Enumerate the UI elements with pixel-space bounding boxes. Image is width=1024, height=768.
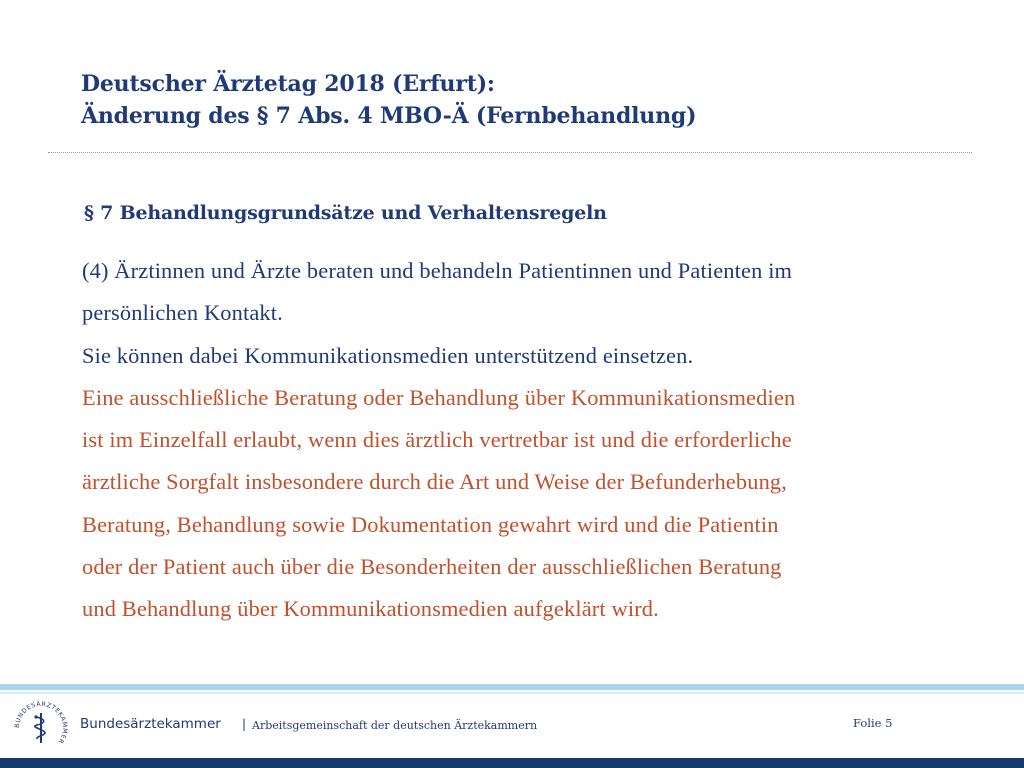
paragraph-body (82, 250, 982, 631)
highlighted-line: Beratung, Behandlung sowie Dokumentation gewahrt wird und die Patientin (82, 511, 779, 537)
logo-ring-text: BUNDESÄRZTEKAMMER (13, 700, 69, 746)
highlighted-line: Eine ausschließliche Beratung oder Behandlung über Kommunikationsmedien (82, 384, 796, 410)
section-heading: § 7 Behandlungsgrundsätze und Verhaltensregeln (84, 202, 607, 224)
slide-number: Folie 5 (853, 716, 893, 730)
footer-accent-band (0, 684, 1024, 690)
paragraph-line: persönlichen Kontakt. (82, 300, 283, 326)
highlighted-line: ist im Einzelfall erlaubt, wenn dies ärztlich vertretbar ist und die erforderliche (82, 427, 792, 453)
paragraph-line: Sie können dabei Kommunikationsmedien unterstützend einsetzen. (82, 342, 694, 368)
slide-title-line-2: Änderung des § 7 Abs. 4 MBO-Ä (Fernbehandlung) (81, 103, 697, 129)
aesculapian-staff-seal-icon (12, 699, 70, 757)
paragraph-line: (4) Ärztinnen und Ärzte beraten und behandeln Patientinnen und Patienten im (82, 258, 793, 283)
footer-separator: | (242, 717, 247, 731)
highlighted-line: und Behandlung über Kommunikationsmedien aufgeklärt wird. (82, 596, 659, 622)
slide-title (81, 68, 696, 132)
slide-title-line-1: Deutscher Ärztetag 2018 (Erfurt): (81, 71, 495, 97)
footer-accent-line (0, 692, 1024, 694)
organization-subtitle: Arbeitsgemeinschaft der deutschen Ärztekammern (252, 719, 538, 732)
highlighted-line: ärztliche Sorgfalt insbesondere durch die Art und Weise der Befunderhebung, (82, 469, 788, 495)
footer-bottom-bar (0, 758, 1024, 768)
organization-name: Bundesärztekammer (80, 716, 221, 732)
highlighted-line: oder der Patient auch über die Besonderheiten der ausschließlichen Beratung (82, 554, 782, 580)
title-divider (48, 152, 972, 153)
